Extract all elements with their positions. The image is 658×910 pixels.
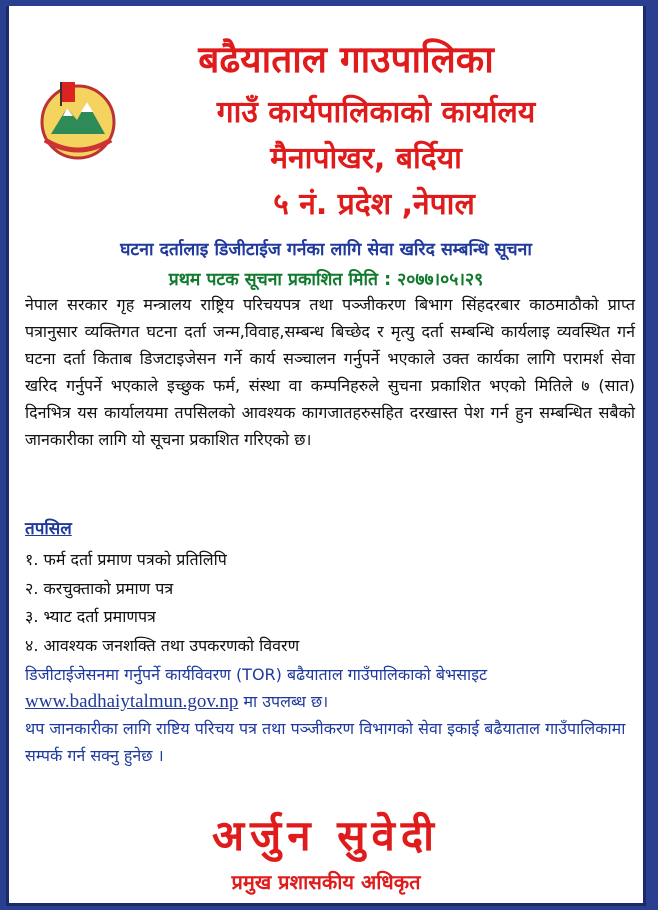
tor-text: डिजीटाईजेसनमा गर्नुपर्ने कार्यविवरण (TOR) बढैयाताल गाउँपालिकाको बेभसाइट — [25, 665, 488, 684]
tor-suffix: मा उपलब्ध छ। — [243, 692, 329, 711]
document-list — [25, 546, 625, 660]
website-link[interactable]: www.badhaiytalmun.gov.np — [25, 691, 239, 712]
office-location: मैनापोखर, बर्दिया — [270, 141, 462, 176]
province-name: ५ नं. प्रदेश ,नेपाल — [273, 187, 475, 222]
list-item: १. फर्म दर्ता प्रमाण पत्रको प्रतिलिपि — [25, 550, 227, 569]
notice-subject: घटना दर्तालाइ डिजीटाईज गर्नका लागि सेवा खरिद सम्बन्धि सूचना — [120, 240, 532, 260]
list-item: ३. भ्याट दर्ता प्रमाणपत्र — [25, 607, 156, 626]
contact-text: थप जानकारीका लागि राष्टिय परिचय पत्र तथा पञ्जीकरण विभागको सेवा इकाई बढैयाताल गाउँपालिकामा सम्पर्क गर्न सक्नु हुनेछ । — [25, 719, 626, 765]
tapasil-heading: तपसिल — [25, 519, 72, 539]
top-border — [9, 0, 658, 6]
notice-body: नेपाल सरकार गृह मन्त्रालय राष्ट्रिय परिचयपत्र तथा पञ्जीकरण बिभाग सिंहदरबार काठमाठौको प्राप्त पत्रानुसार व्यक्तिगत घटना दर्ता जन्म,विवाह,सम्बन्ध बिच्छेद र मृत्यु दर्ता सम्बन्धि कार्यलाइ व्यवस्थित गर्न घटना दर्ता किताब डिजटाइजेसन गर्ने कार्य सञ्चालन गर्नुपर्ने भएकाले उक्त कार्यका लागि परामर्श सेवा खरिद गर्नुपर्ने भएकाले इच्छुक फर्म, संस्था वा कम्पनिहरुले सुचना प्रकाशित भएको मितिले ७ (सात) दिनभित्र यस कार्यालयमा तपसिलको आवश्यक कागजातहरुसहित दरखास्त पेश गर्न हुन सम्बन्धित सबैको जानकारीका लागि यो सूचना प्रकाशित गरिएको छ। — [25, 295, 635, 449]
signer-title: प्रमुख प्रशासकीय अधिकृत — [231, 870, 421, 894]
signer-name: अर्जुन सुवेदी — [211, 811, 441, 860]
notice-page — [6, 6, 646, 906]
office-name: गाउँ कार्यपालिकाको कार्यालय — [216, 95, 536, 130]
publication-date: प्रथम पटक सूचना प्रकाशित मिति : २०७७।०५।२९ — [168, 270, 484, 290]
municipality-title: बढैयाताल गाउपालिका — [198, 38, 494, 81]
list-item: ४. आवश्यक जनशक्ति तथा उपकरणको विवरण — [25, 635, 300, 655]
tor-paragraph — [25, 661, 635, 769]
list-item: २. करचुक्ताको प्रमाण पत्र — [25, 578, 174, 598]
